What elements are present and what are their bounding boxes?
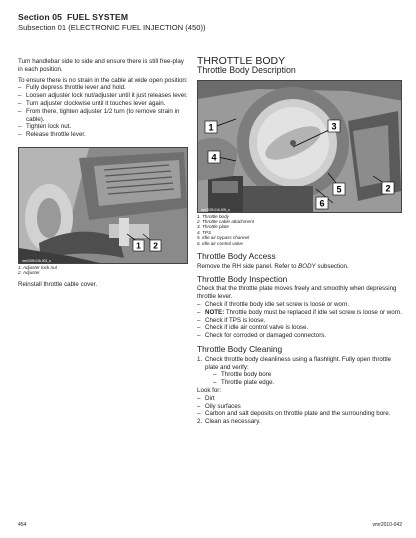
callout-2: 2 bbox=[153, 240, 158, 251]
callout-1: 1 bbox=[136, 240, 141, 251]
left-column bbox=[18, 58, 188, 292]
figure-code: vmr2009-016-005_a bbox=[201, 207, 230, 212]
look-for-label: Look for: bbox=[197, 386, 222, 394]
throttle-body-photo bbox=[197, 80, 402, 213]
callout-5: 5 bbox=[336, 184, 342, 195]
cleaning-step-1 bbox=[197, 356, 402, 387]
note-text: Throttle body must be replaced if idle set screw is loose or worn. bbox=[224, 308, 402, 316]
step-text: Check throttle body cleanliness using a flashlight. Fully open throttle plate and verify: bbox=[205, 355, 392, 371]
step-number: 1. bbox=[197, 355, 203, 363]
page-number: 454 bbox=[18, 522, 27, 528]
section-label: Section bbox=[18, 12, 50, 22]
subsection-heading: Subsection 01 (ELECTRONIC FUEL INJECTION (450)) bbox=[18, 23, 206, 32]
step-number: 2. bbox=[197, 418, 203, 426]
adjuster-photo-drawing bbox=[19, 148, 188, 264]
throttle-body-caption bbox=[197, 214, 402, 246]
adjuster-photo bbox=[18, 147, 188, 264]
caption-item: 1. Adjuster lock nut bbox=[18, 264, 57, 270]
paragraph-inspection: Check that the throttle plate moves freely and smoothly when depressing throttle lever. bbox=[197, 285, 397, 301]
callout-4: 4 bbox=[211, 152, 217, 163]
list-item: – Carbon and salt deposits on throttle plate and the surrounding bore. bbox=[197, 410, 402, 418]
section-title-throttle-body: THROTTLE BODY bbox=[197, 55, 286, 67]
list-item: – Turn adjuster clockwise until it touches lever again. bbox=[18, 100, 188, 108]
access-text: Remove the RH side panel. Refer to bbox=[197, 262, 299, 270]
note-label: NOTE: bbox=[205, 308, 225, 316]
caption-item: 3. Throttle plate bbox=[197, 224, 229, 230]
subtitle-description: Throttle Body Description bbox=[197, 64, 296, 75]
section-number: 05 bbox=[52, 12, 63, 22]
callout-3: 3 bbox=[331, 121, 337, 132]
list-item: – Check if throttle body idle set screw is loose or worn. bbox=[197, 301, 402, 309]
document-code: vmr2010-042 bbox=[372, 522, 402, 528]
list-item: – Throttle plate edge. bbox=[213, 379, 402, 387]
list-item: – Fully depress throttle lever and hold. bbox=[18, 84, 188, 92]
callout-2: 2 bbox=[385, 183, 391, 194]
caption-item: 2. Adjuster bbox=[18, 270, 40, 276]
right-column bbox=[197, 56, 402, 426]
body-reference: BODY bbox=[298, 262, 316, 270]
heading-inspection: Throttle Body Inspection bbox=[197, 273, 288, 284]
heading-access: Throttle Body Access bbox=[197, 251, 276, 262]
cleaning-steps-cont bbox=[197, 418, 402, 426]
list-item: – Dirt bbox=[197, 395, 402, 403]
list-item: – From there, tighten adjuster 1/2 turn (to remove strain in cable). bbox=[18, 108, 188, 124]
paragraph-strain: To ensure there is no strain in the cable at wide open position: bbox=[18, 76, 188, 84]
cleaning-steps bbox=[197, 356, 402, 387]
note-item bbox=[197, 309, 402, 317]
caption-item: 5. Idle air bypass channel bbox=[197, 235, 250, 241]
list-item: – Release throttle lever. bbox=[18, 131, 188, 139]
cleaning-sublist bbox=[205, 371, 402, 387]
paragraph-reinstall: Reinstall throttle cable cover. bbox=[18, 280, 98, 288]
callout-1: 1 bbox=[208, 122, 214, 133]
access-text-end: subsection. bbox=[315, 262, 349, 270]
throttle-body-drawing bbox=[198, 81, 402, 213]
caption-item: 4. TPS bbox=[197, 229, 212, 235]
look-for-list bbox=[197, 395, 402, 418]
cleaning-step-2 bbox=[197, 418, 402, 426]
figure-code: vmr2009-016-003_a bbox=[22, 258, 51, 263]
inspection-list bbox=[197, 301, 402, 340]
page-header bbox=[18, 12, 402, 32]
list-item: – Check if idle air control valve is loose. bbox=[197, 324, 402, 332]
step-text: Clean as necessary. bbox=[205, 418, 261, 426]
list-item: – Oily surfaces bbox=[197, 403, 402, 411]
list-item: – Check for corroded or damaged connectors. bbox=[197, 332, 402, 340]
list-item: – Check if TPS is loose. bbox=[197, 317, 402, 325]
list-item: – Loosen adjuster lock nut/adjuster until it just releases lever. bbox=[18, 92, 188, 100]
section-title: FUEL SYSTEM bbox=[67, 12, 129, 22]
adjust-steps-list bbox=[18, 84, 188, 139]
heading-cleaning: Throttle Body Cleaning bbox=[197, 344, 283, 354]
paragraph-freeplay: Turn handlebar side to side and ensure there is still free-play in each position. bbox=[18, 58, 184, 73]
paragraph-access bbox=[197, 263, 402, 271]
caption-item: 2. Throttle cable attachment bbox=[197, 219, 254, 224]
caption-item: 6. Idle air control valve bbox=[197, 240, 243, 246]
adjuster-caption bbox=[18, 265, 188, 276]
callout-6: 6 bbox=[319, 198, 325, 209]
list-item: – Tighten lock nut. bbox=[18, 123, 188, 131]
list-item: – Throttle body bore bbox=[213, 371, 402, 379]
caption-item: 1. Throttle body bbox=[197, 213, 229, 219]
section-heading bbox=[18, 12, 402, 22]
